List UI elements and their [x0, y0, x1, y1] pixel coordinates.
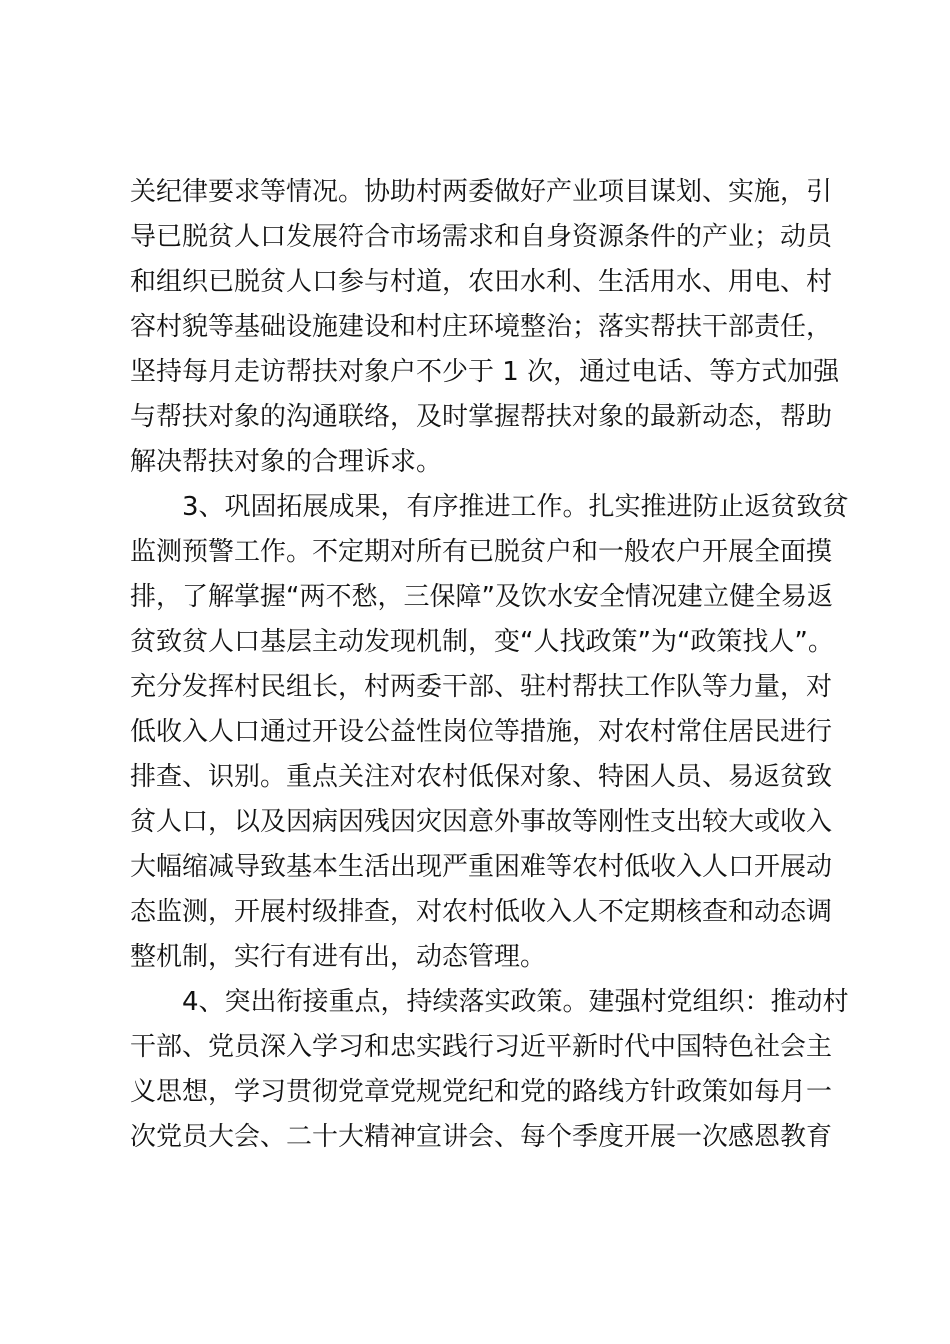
text-line: 大幅缩减导致基本生活出现严重困难等农村低收入人口开展动 — [130, 852, 833, 882]
text-line: 义思想，学习贯彻党章党规党纪和党的路线方针政策如每月一 — [130, 1077, 833, 1107]
text-line: 排，了解掌握“两不愁，三保障”及饮水安全情况建立健全易返 — [130, 582, 833, 612]
text-line: 与帮扶对象的沟通联络，及时掌握帮扶对象的最新动态，帮助 — [130, 402, 833, 432]
body-text — [130, 170, 849, 1160]
paragraph-4-start: 4、突出衔接重点，持续落实政策。建强村党组织：推动村 — [130, 987, 849, 1017]
text-line: 充分发挥村民组长，村两委干部、驻村帮扶工作队等力量，对 — [130, 672, 833, 702]
text-line: 和组织已脱贫人口参与村道，农田水利、生活用水、用电、村 — [130, 267, 833, 297]
text-line: 贫人口，以及因病因残因灾因意外事故等刚性支出较大或收入 — [130, 807, 833, 837]
text-line: 导已脱贫人口发展符合市场需求和自身资源条件的产业；动员 — [130, 222, 833, 252]
text-line: 解决帮扶对象的合理诉求。 — [130, 447, 443, 477]
paragraph-3-start: 3、巩固拓展成果，有序推进工作。扎实推进防止返贫致贫 — [130, 492, 849, 522]
text-line: 排查、识别。重点关注对农村低保对象、特困人员、易返贫致 — [130, 762, 833, 792]
text-line: 关纪律要求等情况。协助村两委做好产业项目谋划、实施，引 — [130, 177, 833, 207]
text-line: 整机制，实行有进有出，动态管理。 — [130, 942, 547, 972]
text-line: 坚持每月走访帮扶对象户不少于 1 次，通过电话、等方式加强 — [130, 357, 840, 387]
text-line: 监测预警工作。不定期对所有已脱贫户和一般农户开展全面摸 — [130, 537, 833, 567]
text-line: 次党员大会、二十大精神宣讲会、每个季度开展一次感恩教育 — [130, 1122, 833, 1152]
text-line: 干部、党员深入学习和忠实践行习近平新时代中国特色社会主 — [130, 1032, 833, 1062]
text-line: 容村貌等基础设施建设和村庄环境整治；落实帮扶干部责任， — [130, 312, 833, 342]
text-line: 态监测，开展村级排查，对农村低收入人不定期核查和动态调 — [130, 897, 833, 927]
text-line: 贫致贫人口基层主动发现机制，变“人找政策”为“政策找人”。 — [130, 627, 834, 657]
text-line: 低收入人口通过开设公益性岗位等措施，对农村常住居民进行 — [130, 717, 833, 747]
